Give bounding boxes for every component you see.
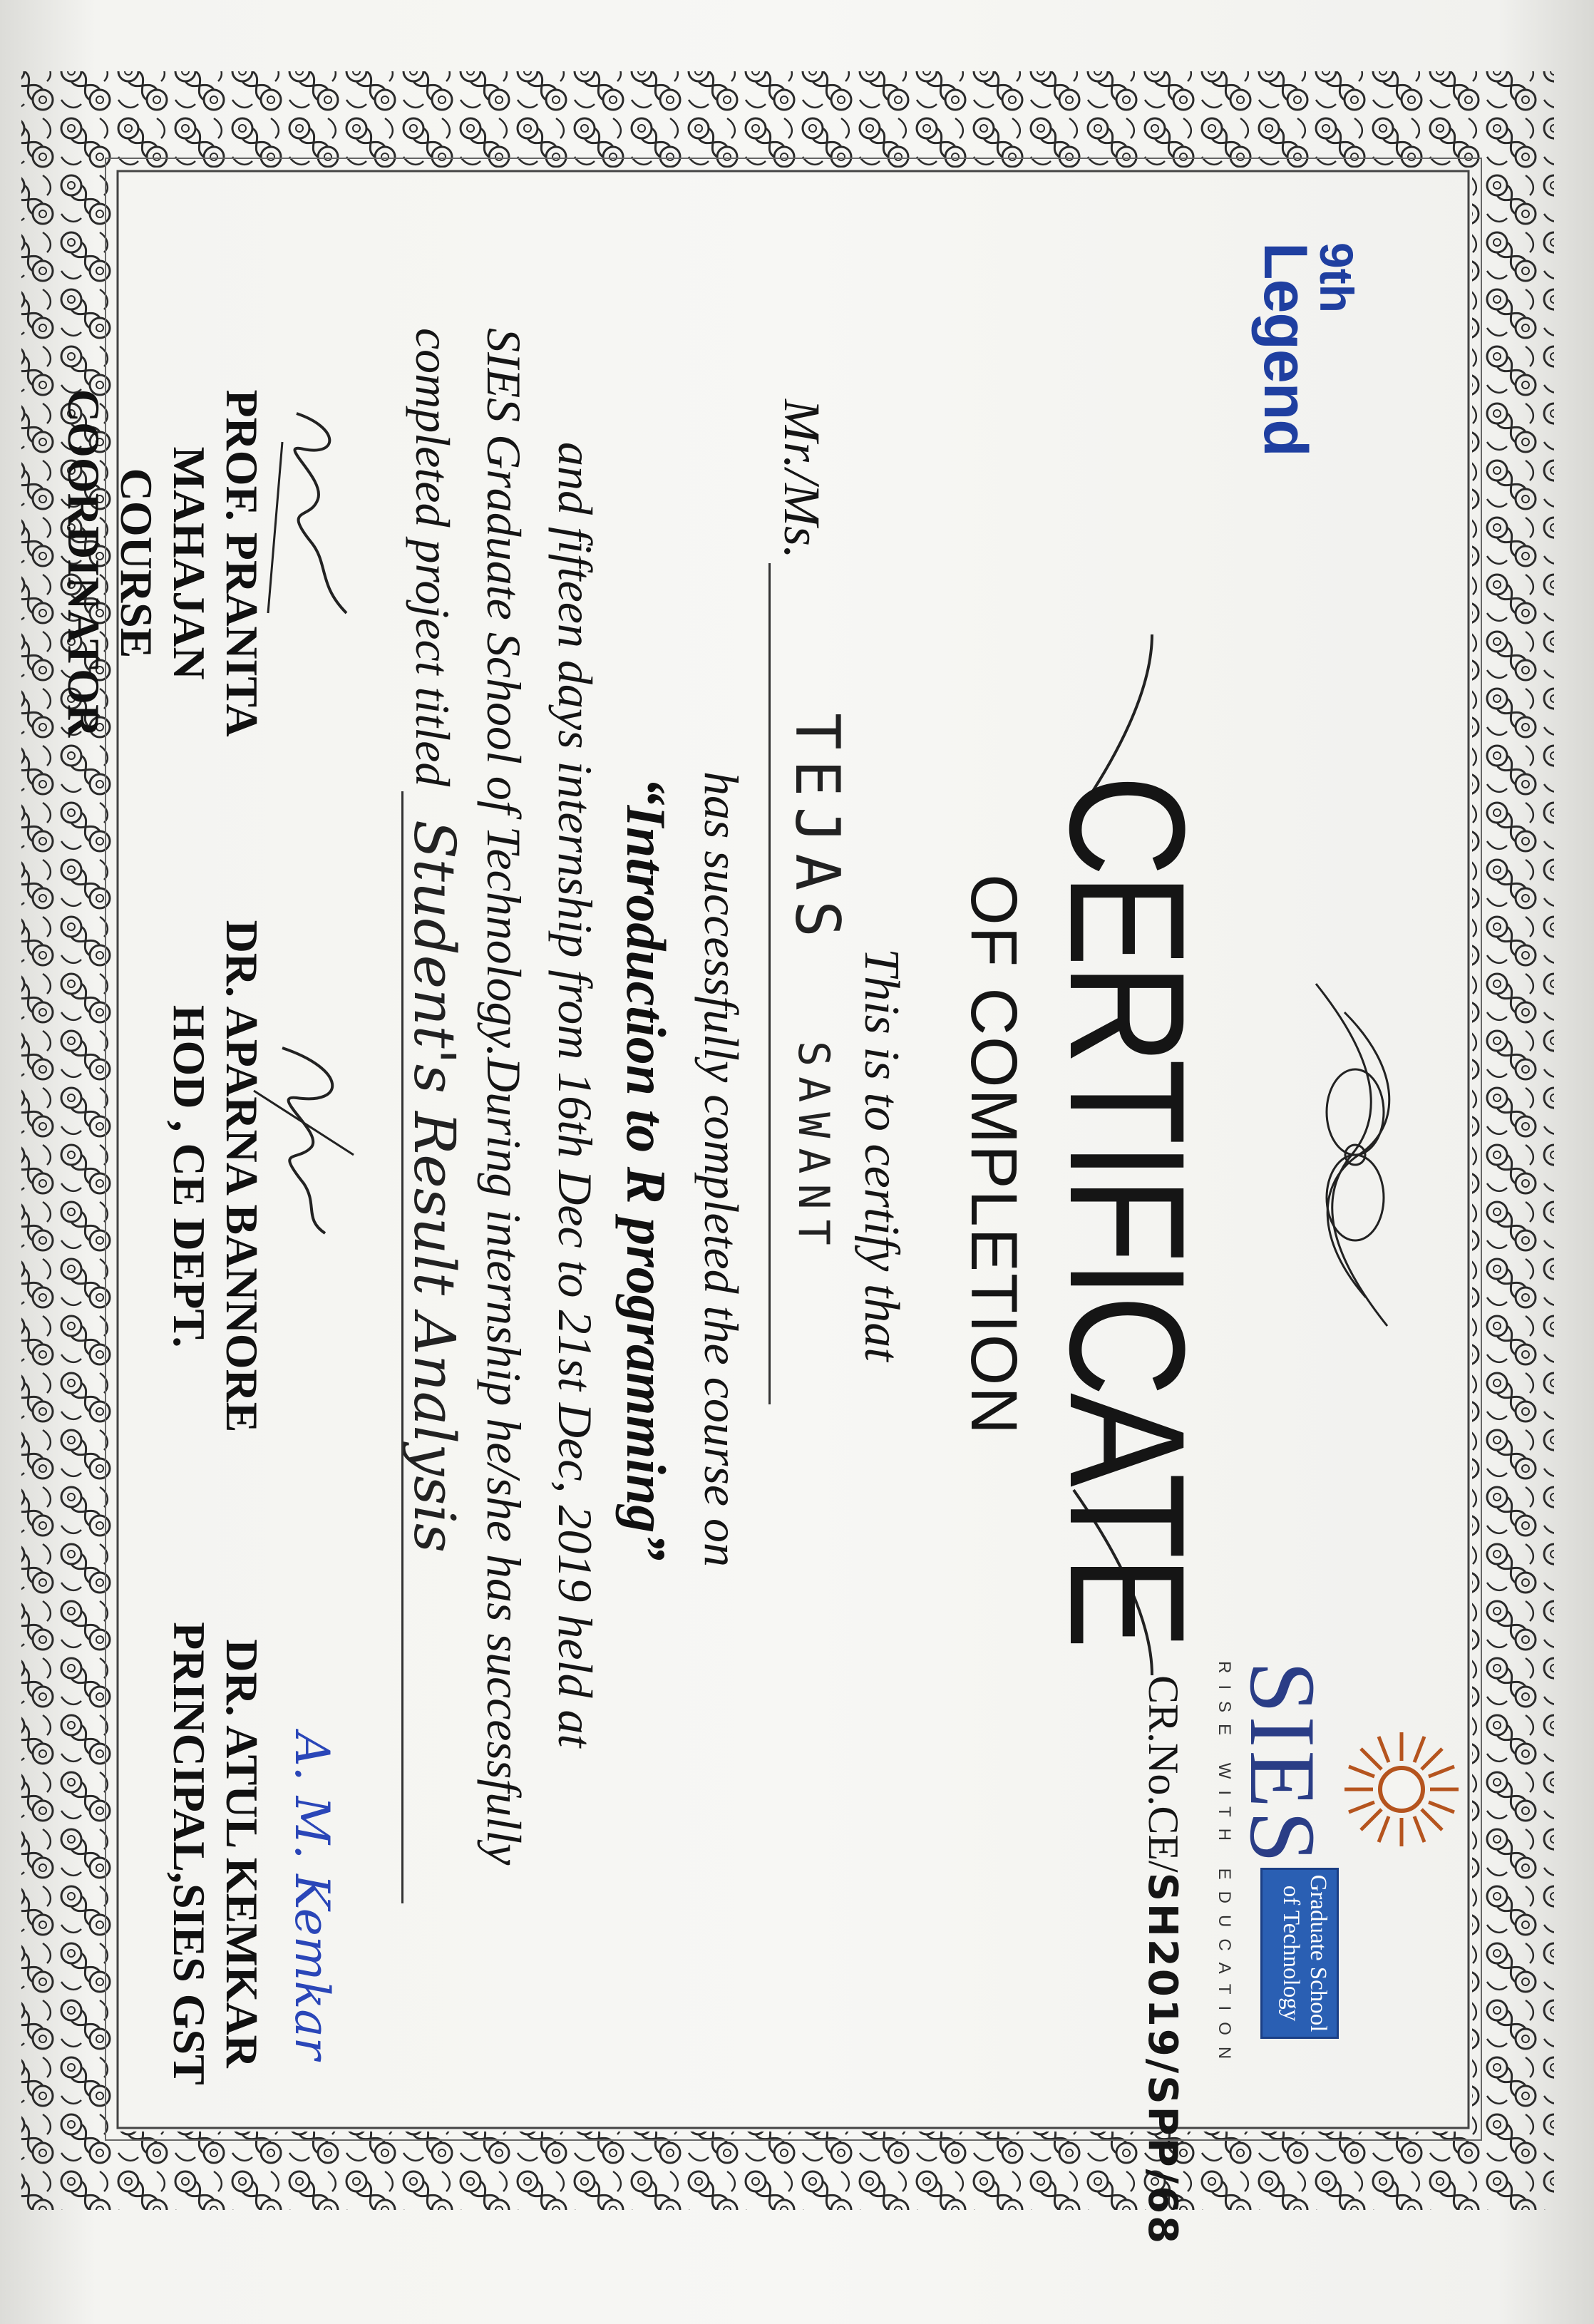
body-line-1: has successfully completed the course on xyxy=(694,771,749,1568)
logo-line-2: Legend xyxy=(1251,242,1320,456)
principal-role: PRINCIPAL,SIES GST xyxy=(164,1622,215,2085)
body-line-2: and fifteen days internship from 16th Dec to 21st Dec, 2019 held at xyxy=(548,442,602,1748)
certificate-title: CERTIFICATE xyxy=(1036,774,1219,1646)
legend-logo xyxy=(1251,242,1363,471)
course-title: “Introduction to R programming” xyxy=(615,777,677,1561)
principal-signature: A. M. Kemkar xyxy=(284,1732,339,2060)
project-title: Student's Result Analysis xyxy=(401,820,468,1553)
signature-coordinator-icon xyxy=(261,399,368,627)
hod-role: HOD , CE DEPT. xyxy=(164,1004,215,1348)
sies-wordmark: SIES xyxy=(1230,1661,1335,1866)
principal-name: DR. ATUL KEMKAR xyxy=(217,1639,267,2068)
cr-number-label: CR.No.CE/ xyxy=(1140,1675,1187,1873)
cr-number xyxy=(1138,1675,1188,2246)
cr-number-value: SH2019/SPP/68 xyxy=(1139,1872,1186,2246)
signatory-principal xyxy=(163,1618,268,2089)
certificate-subtitle: OF COMPLETION xyxy=(957,874,1030,1436)
project-underline xyxy=(401,791,403,1903)
recipient-last-name: SAWANT xyxy=(788,1041,838,1255)
coordinator-name: PROF. PRANITA MAHAJAN xyxy=(164,389,267,737)
logo-line-1: 9th xyxy=(1310,242,1363,313)
body-line-4: completed project titled xyxy=(406,328,460,787)
sies-sun-logo-icon xyxy=(1337,1725,1466,1853)
body-line-3: SIES Graduate School of Technology.During internship he/she has successfully xyxy=(477,328,531,1866)
recipient-first-name: TEJAS xyxy=(781,713,853,947)
gst-badge: Graduate School of Technology xyxy=(1260,1868,1339,2039)
signatory-coordinator xyxy=(57,307,268,820)
flourish-icon xyxy=(1295,970,1416,1340)
signatory-hod xyxy=(163,920,268,1433)
hod-name: DR. APARNA BANNORE xyxy=(217,920,267,1433)
coordinator-role: COURSE COORDINATOR xyxy=(58,389,162,738)
name-underline xyxy=(768,563,771,1404)
name-prefix: Mr./Ms. xyxy=(773,399,831,560)
certify-text: This is to certify that xyxy=(854,948,909,1362)
sies-tagline: RISE WITH EDUCATION xyxy=(1215,1661,1234,2071)
